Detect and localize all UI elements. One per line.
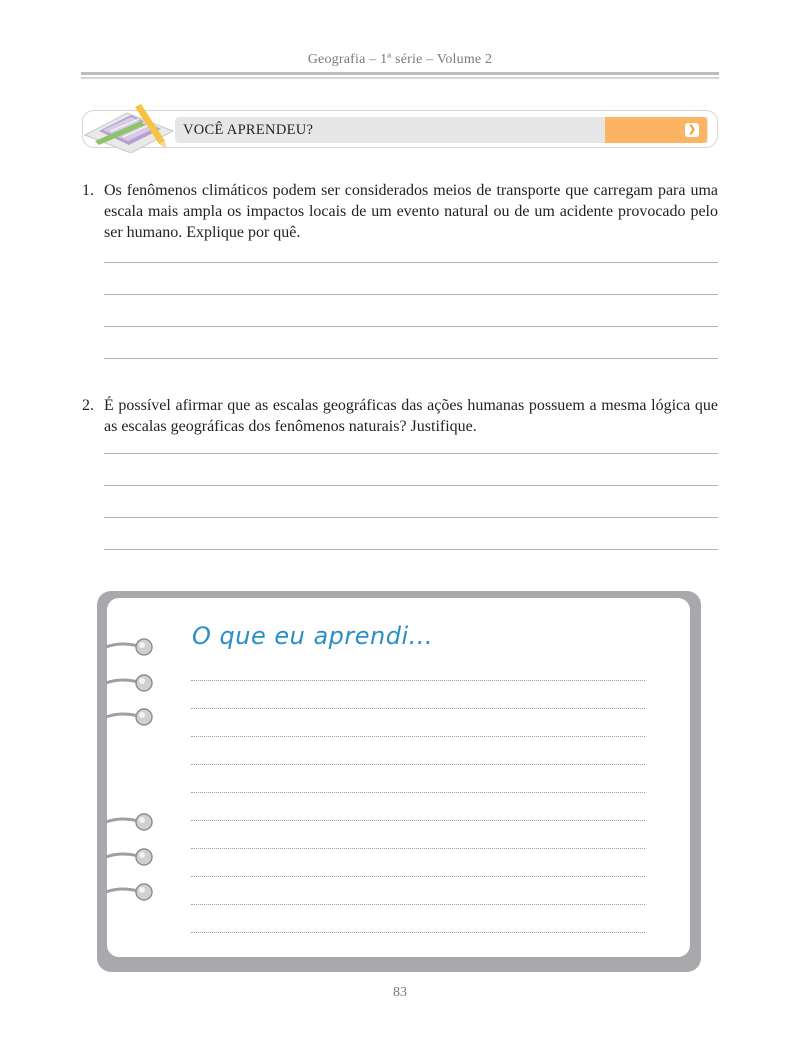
notebook-line[interactable] [191,848,645,849]
binder-ring-icon [104,706,156,728]
answer-line[interactable] [104,517,718,518]
binder-ring-icon [104,672,156,694]
header-rule-thin [81,77,719,79]
banner-tab [605,117,707,143]
answer-line[interactable] [104,485,718,486]
header-rule [81,72,719,75]
answer-line[interactable] [104,262,718,263]
notebook-pencil-icon [81,101,181,153]
running-header: Geografia – 1ª série – Volume 2 [307,52,493,67]
notebook-line[interactable] [191,736,645,737]
answer-line[interactable] [104,326,718,327]
notebook-line[interactable] [191,876,645,877]
answer-line[interactable] [104,549,718,550]
notebook-line[interactable] [191,764,645,765]
chevron-right-icon: ❯ [685,123,699,137]
section-banner [82,110,718,148]
binder-ring-icon [104,846,156,868]
notebook-line[interactable] [191,708,645,709]
question-number: 2. [82,397,94,414]
notebook-title: O que eu aprendi... [192,622,434,650]
answer-line[interactable] [104,294,718,295]
section-title: VOCÊ APRENDEU? [183,122,314,138]
notebook-line[interactable] [191,792,645,793]
question-number: 1. [82,182,94,199]
answer-line[interactable] [104,358,718,359]
question-text: É possível afirmar que as escalas geográficas das ações humanas possuem a mesma lógica que as escalas geográficas dos fenômenos naturais? Justifique. [104,397,718,435]
question-2 [82,395,718,437]
notebook-line[interactable] [191,820,645,821]
answer-line[interactable] [104,453,718,454]
notebook-line[interactable] [191,680,645,681]
binder-ring-icon [104,881,156,903]
binder-ring-icon [104,636,156,658]
notebook-line[interactable] [191,904,645,905]
notebook-line[interactable] [191,932,645,933]
question-text: Os fenômenos climáticos podem ser considerados meios de transporte que carregam para uma escala mais ampla os impactos locais de um evento natural ou de um acidente provocado pelo ser humano. Explique por quê. [104,182,718,241]
question-1 [82,180,718,243]
page-number: 83 [393,985,407,1000]
binder-ring-icon [104,811,156,833]
